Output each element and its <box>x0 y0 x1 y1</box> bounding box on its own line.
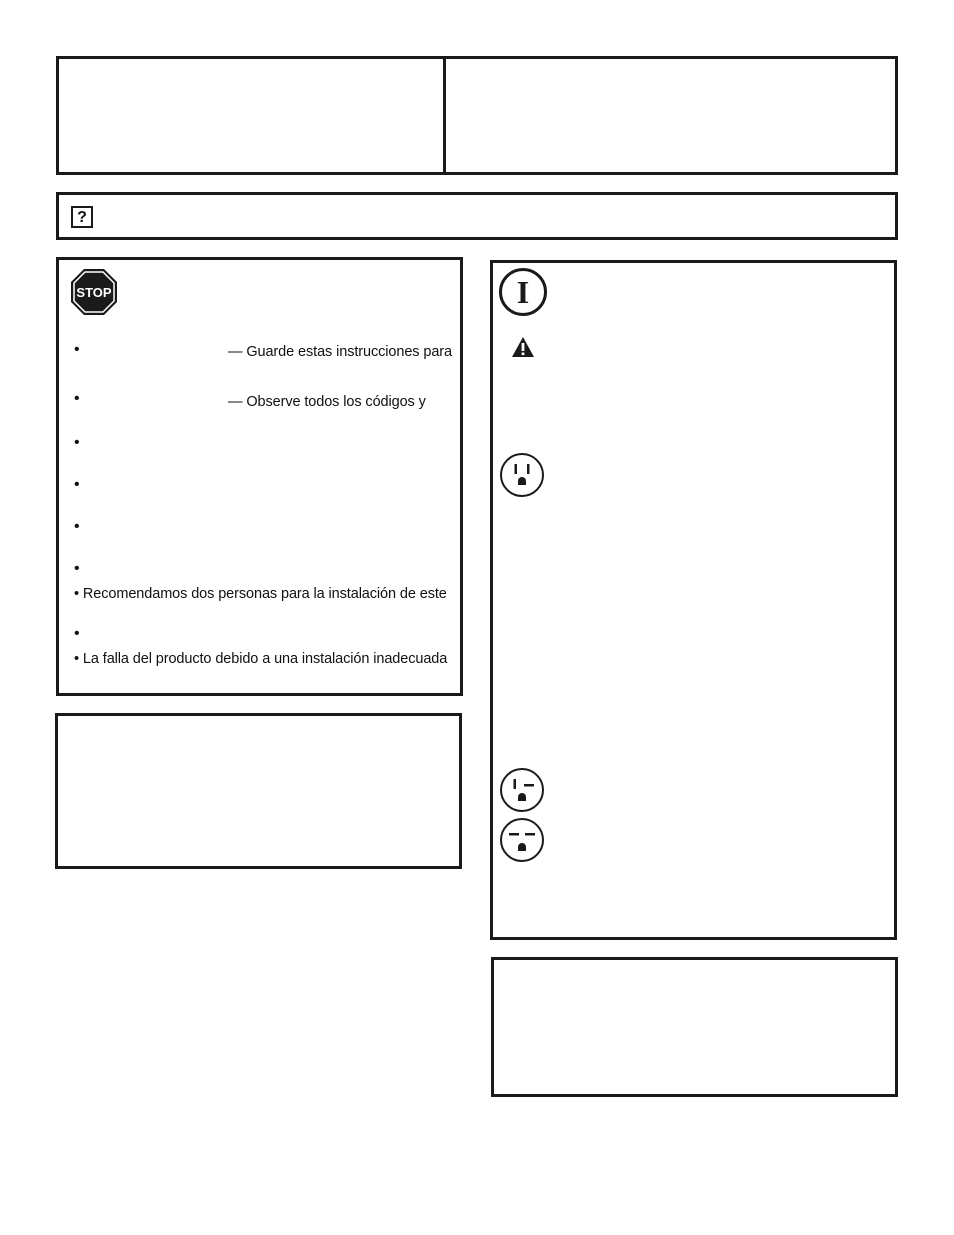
stop-bullet-1: • <box>74 341 80 358</box>
stop-bullet-6: • <box>74 560 80 577</box>
outlet-20a-tandem-icon <box>499 817 545 863</box>
important-i-glyph: I <box>516 274 530 310</box>
stop-sign-text: STOP <box>76 285 112 300</box>
question-bar <box>56 192 898 240</box>
question-icon <box>71 206 93 228</box>
left-lower-box <box>55 713 462 869</box>
stop-bullet-4: • <box>74 476 80 493</box>
right-lower-box <box>491 957 898 1097</box>
stop-item-1-text: — Guarde estas instrucciones para <box>228 344 452 360</box>
important-i-icon <box>498 267 548 317</box>
warning-triangle-icon <box>511 336 535 358</box>
outlet-15-20a-icon <box>499 767 545 813</box>
stop-bullet-3: • <box>74 434 80 451</box>
stop-item-7-text: • Recomendamos dos personas para la instalación de este <box>74 586 447 602</box>
important-box <box>490 260 897 940</box>
three-prong-outlet-icon <box>499 452 545 498</box>
stop-bullet-2: • <box>74 390 80 407</box>
stop-bullet-8: • <box>74 625 80 642</box>
stop-sign-icon <box>70 268 118 316</box>
stop-item-2-text: — Observe todos los códigos y <box>228 394 426 410</box>
header-right-box <box>443 56 898 175</box>
stop-box <box>56 257 463 696</box>
stop-item-9-text: • La falla del producto debido a una instalación inadecuada <box>74 651 448 667</box>
question-icon-glyph: ? <box>77 209 87 226</box>
stop-bullet-5: • <box>74 518 80 535</box>
header-left-box <box>56 56 447 175</box>
